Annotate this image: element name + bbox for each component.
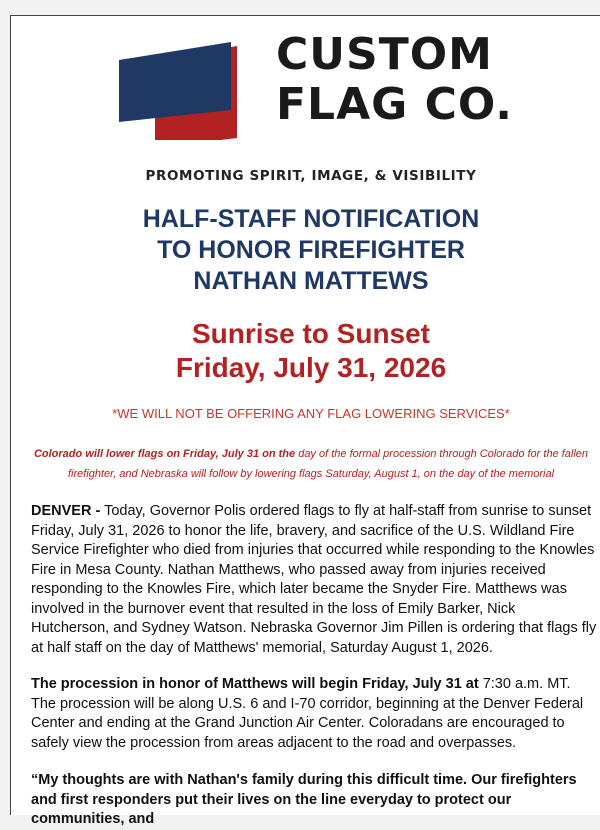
date-line-1: Sunrise to Sunset [191, 318, 431, 349]
brand-name [276, 30, 513, 130]
article-paragraph-2 [31, 675, 597, 753]
date-line-2: Friday, July 31, 2026 [175, 352, 447, 383]
paragraph-1-text: Today, Governor Polis ordered flags to fly at half-staff from sunrise to sunset Friday, July 31, 2026 to honor the life, bravery, and sacrifice of the U.S. Wildland Fire Service Firefighter who died from injuries that occurred while responding to the Knowles Fire in Mesa County. Nathan Matthews, who passed away from injuries received responding to the Knowles Fire, which later became the Snyder Fire. Matthews was involved in the burnover event that resulted in the loss of Emily Barker, Nick Hutcherson, and Sydney Watson. Nebraska Governor Jim Pillen is ordering that flags fly at half staff on the day of Matthews' memorial, Saturday August 1, 2026. [31, 503, 597, 656]
dateline: DENVER - [31, 503, 101, 519]
brand-tagline: PROMOTING SPIRIT, IMAGE, & VISIBILITY [145, 168, 477, 184]
title-line-2: TO HONOR FIREFIGHTER [157, 236, 465, 264]
page-title [11, 204, 600, 297]
state-note-rest: day of the formal procession through Colorado for the fallen firefighter, and Nebraska will follow by lowering flags Saturday, August 1, on the day of the memorial [67, 448, 589, 480]
paragraph-2-lead: The procession in honor of Matthews will begin Friday, July 31 at [31, 676, 479, 692]
state-note [31, 444, 591, 484]
notification-page [10, 15, 600, 827]
title-line-1: HALF-STAFF NOTIFICATION [142, 205, 480, 233]
article-paragraph-1 [31, 502, 597, 658]
service-notice: *WE WILL NOT BE OFFERING ANY FLAG LOWERING SERVICES* [112, 406, 510, 421]
brand-name-line2: FLAG CO. [276, 79, 514, 130]
title-line-3: NATHAN MATTEWS [193, 267, 429, 295]
brand-name-line1: CUSTOM [276, 29, 493, 80]
half-staff-date [11, 317, 600, 385]
article-paragraph-3: “My thoughts are with Nathan's family during this difficult time. Our firefighters and first responders put their lives on the line everyday to protect our communities, and [31, 772, 577, 827]
state-note-bold: Colorado will lower flags on Friday, July 31 on the [33, 448, 296, 460]
paragraph-2-text: 7:30 a.m. MT. The procession will be along U.S. 6 and I-70 corridor, beginning at the Denver Federal Center and ending at the Grand Junction Air Center. Coloradans are encouraged to safely view the procession from areas adjacent to the road and overpasses. [31, 676, 584, 751]
